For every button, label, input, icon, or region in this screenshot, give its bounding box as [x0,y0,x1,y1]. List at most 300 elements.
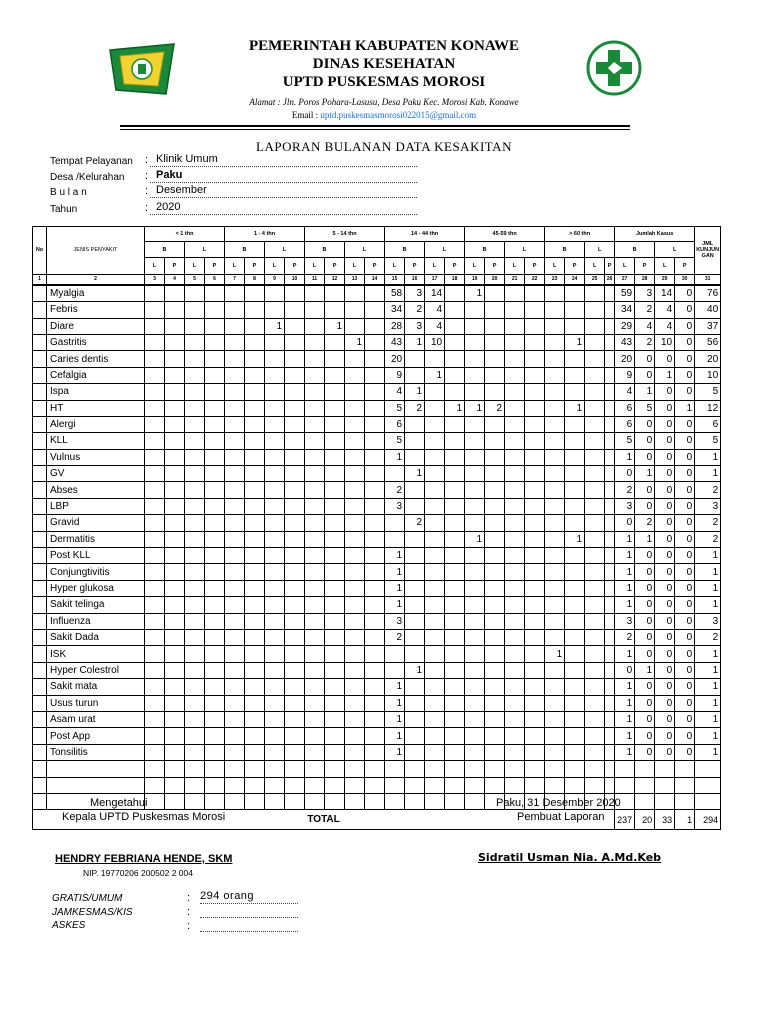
sub-header-p: P [445,258,465,274]
cell-value [145,400,165,416]
cell-value [365,449,385,465]
empty-cell [205,777,225,793]
empty-cell [505,777,525,793]
cell-value [485,711,505,727]
cell-value [345,679,365,695]
cell-value: 58 [385,285,405,302]
total-kunjungan-value: 20 [695,351,721,367]
cell-value [565,597,585,613]
jumlah-kasus-value: 1 [635,466,655,482]
jumlah-kasus-value: 0 [615,515,635,531]
empty-cell [695,761,721,777]
column-number: 18 [445,274,465,285]
cell-value: 34 [385,302,405,318]
cell-value [265,629,285,645]
cell-value [265,564,285,580]
cell-value [465,613,485,629]
cell-value [205,613,225,629]
cell-value [205,318,225,334]
cell-value [505,629,525,645]
cell-value [565,384,585,400]
cell-value [365,285,385,302]
jumlah-kasus-value: 0 [675,416,695,432]
sub-header-l: L [585,258,605,274]
cell-value [505,498,525,514]
info-label: Desa /Kelurahan [50,172,125,183]
jumlah-kasus-value: 0 [675,580,695,596]
empty-cell [445,761,465,777]
cell-value [525,597,545,613]
cell-value [245,548,265,564]
column-number: 24 [565,274,585,285]
jumlah-kasus-value: 0 [675,531,695,547]
empty-cell [525,777,545,793]
cell-value [345,531,365,547]
column-number: 20 [485,274,505,285]
cell-value [445,744,465,760]
cell-value [465,629,485,645]
cell-value [425,744,445,760]
sub-header-p: P [325,258,345,274]
cell-value [485,597,505,613]
cell-value [305,285,325,302]
cell-value [165,318,185,334]
disease-name: Caries dentis [47,351,145,367]
empty-cell [695,793,721,809]
cell-value [405,351,425,367]
cell-value [205,629,225,645]
sub-header-b: B [305,242,345,258]
row-number [33,318,47,334]
column-number: 29 [655,274,675,285]
cell-value [585,466,605,482]
table-row [33,695,721,711]
empty-cell [265,761,285,777]
cell-value [185,548,205,564]
cell-value [465,597,485,613]
cell-value [205,679,225,695]
cell-value [425,548,445,564]
jumlah-kasus-value: 0 [675,449,695,465]
cell-value [185,318,205,334]
cell-value [285,285,305,302]
cell-value [325,580,345,596]
cell-value [605,548,615,564]
row-number [33,482,47,498]
sub-header-l: L [585,242,615,258]
cell-value [565,613,585,629]
cell-value [285,466,305,482]
cell-value [185,449,205,465]
cell-value [265,384,285,400]
cell-value [365,695,385,711]
cell-value [405,711,425,727]
jumlah-kasus-value: 3 [635,285,655,302]
cell-value [605,400,615,416]
sig-left-name: HENDRY FEBRIANA HENDE, SKM [55,853,233,865]
cell-value [265,466,285,482]
cell-value [325,744,345,760]
cell-value: 1 [405,384,425,400]
age-group-header: Jumlah Kasus [615,227,695,242]
cell-value: 3 [385,613,405,629]
jumlah-kasus-value: 0 [635,711,655,727]
cell-value [305,548,325,564]
jumlah-kasus-value: 0 [655,711,675,727]
letterhead-line-2: DINAS KESEHATAN [312,56,456,72]
column-number: 19 [465,274,485,285]
cell-value [225,482,245,498]
cell-value [265,400,285,416]
table-row [33,629,721,645]
jumlah-kasus-value: 0 [635,449,655,465]
jumlah-kasus-value: 0 [655,498,675,514]
cell-value [545,597,565,613]
info-underline [150,197,417,198]
jumlah-kasus-value: 1 [615,646,635,662]
cell-value [465,679,485,695]
cell-value [445,351,465,367]
empty-cell [385,761,405,777]
table-row [33,498,721,514]
cell-value [525,384,545,400]
cell-value [205,482,225,498]
cell-value [585,646,605,662]
jumlah-kasus-value: 0 [675,482,695,498]
cell-value [565,728,585,744]
row-number [33,302,47,318]
cell-value [325,285,345,302]
cell-value [145,597,165,613]
sub-header-l: L [655,258,675,274]
cell-value [185,367,205,383]
cell-value [605,580,615,596]
empty-cell [165,761,185,777]
empty-cell [465,761,485,777]
column-number: 12 [325,274,345,285]
cell-value [585,580,605,596]
cell-value [225,400,245,416]
info-label: Tahun [50,204,78,215]
jumlah-kasus-value: 0 [655,449,675,465]
cell-value [465,580,485,596]
cell-value [265,548,285,564]
jumlah-kasus-value: 0 [655,531,675,547]
cell-value [245,580,265,596]
sub-header-l: L [145,258,165,274]
sub-header-l: L [425,242,465,258]
cell-value [405,367,425,383]
cell-value: 1 [405,662,425,678]
cell-value [605,334,615,350]
category-label: ASKES [52,920,86,931]
cell-value [285,613,305,629]
cell-value [345,384,365,400]
cell-value [285,531,305,547]
empty-cell [47,761,145,777]
cell-value [365,662,385,678]
cell-value [605,466,615,482]
cell-value [365,384,385,400]
empty-cell [405,793,425,809]
disease-name: Febris [47,302,145,318]
column-number: 6 [205,274,225,285]
cell-value [365,498,385,514]
cell-value [505,728,525,744]
cell-value [545,679,565,695]
cell-value: 14 [425,285,445,302]
cell-value [325,367,345,383]
cell-value [245,597,265,613]
cell-value [525,613,545,629]
cell-value [225,679,245,695]
cell-value [405,695,425,711]
cell-value: 3 [405,318,425,334]
column-number: 10 [285,274,305,285]
cell-value [285,318,305,334]
cell-value [485,728,505,744]
cell-value [405,580,425,596]
total-kunjungan-value: 1 [695,744,721,760]
cell-value [285,629,305,645]
cell-value [225,597,245,613]
empty-cell [565,777,585,793]
cell-value [165,482,185,498]
column-number: 27 [615,274,635,285]
jumlah-kasus-value: 1 [615,564,635,580]
cell-value [545,662,565,678]
jumlah-kasus-value: 0 [675,334,695,350]
cell-value [485,580,505,596]
cell-value: 3 [405,285,425,302]
email-label: Email : [291,110,321,120]
disease-name: LBP [47,498,145,514]
cell-value [305,351,325,367]
empty-cell [465,793,485,809]
cell-value [325,711,345,727]
cell-value [325,695,345,711]
table-row [33,285,721,302]
column-number: 7 [225,274,245,285]
empty-cell [265,777,285,793]
cell-value [425,679,445,695]
cell-value [265,613,285,629]
table-row [33,597,721,613]
cell-value [145,449,165,465]
cell-value [225,515,245,531]
cell-value [545,613,565,629]
cell-value [505,646,525,662]
cell-value [485,285,505,302]
cell-value [305,564,325,580]
cell-value [165,384,185,400]
cell-value [245,515,265,531]
row-number [33,580,47,596]
cell-value [605,597,615,613]
column-number: 8 [245,274,265,285]
cell-value [545,351,565,367]
cell-value [185,531,205,547]
row-number [33,662,47,678]
cell-value [405,744,425,760]
cell-value [445,384,465,400]
jumlah-kasus-value: 0 [655,744,675,760]
empty-cell [635,777,655,793]
cell-value [405,629,425,645]
cell-value [305,679,325,695]
cell-value [225,302,245,318]
category-colon: : [187,920,191,932]
jumlah-kasus-value: 0 [635,564,655,580]
cell-value [425,531,445,547]
row-number [33,351,47,367]
total-kunjungan-value: 6 [695,416,721,432]
cell-value [585,449,605,465]
empty-cell [615,761,635,777]
letterhead-line-3: UPTD PUSKESMAS MOROSI [282,74,486,90]
info-underline [150,182,417,183]
jumlah-kasus-value: 0 [675,564,695,580]
cell-value [565,679,585,695]
jumlah-kasus-value: 0 [675,285,695,302]
cell-value [605,515,615,531]
cell-value [245,384,265,400]
cell-value [245,498,265,514]
cell-value [505,679,525,695]
total-kunjungan-value: 76 [695,285,721,302]
cell-value [485,466,505,482]
sub-header-l: L [505,242,545,258]
cell-value: 1 [385,580,405,596]
cell-value [445,662,465,678]
cell-value [605,695,615,711]
cell-value [305,580,325,596]
cell-value [245,629,265,645]
cell-value [405,613,425,629]
table-row [33,744,721,760]
cell-value [425,498,445,514]
cell-value [185,711,205,727]
sub-header-b: B [545,242,585,258]
column-number: 26 [605,274,615,285]
cell-value [445,564,465,580]
cell-value [185,302,205,318]
cell-value: 6 [385,416,405,432]
cell-value [305,728,325,744]
table-row [33,580,721,596]
cell-value [305,695,325,711]
total-kunjungan-value: 1 [695,711,721,727]
sub-header-p: P [245,258,265,274]
cell-value [205,449,225,465]
empty-cell [425,793,445,809]
cell-value [585,384,605,400]
row-number [33,597,47,613]
empty-cell [445,777,465,793]
cell-value: 1 [385,711,405,727]
table-row [33,515,721,531]
cell-value [245,285,265,302]
cell-value [345,646,365,662]
column-number: 21 [505,274,525,285]
jumlah-kasus-value: 0 [675,728,695,744]
cell-value [245,646,265,662]
info-value: 2020 [156,201,181,213]
empty-cell [655,793,675,809]
cell-value [365,400,385,416]
cell-value [525,449,545,465]
total-label: TOTAL [33,810,615,830]
cell-value: 1 [385,744,405,760]
empty-cell [205,793,225,809]
cell-value [325,351,345,367]
cell-value: 1 [385,564,405,580]
cell-value [505,613,525,629]
cell-value [245,334,265,350]
cell-value [445,318,465,334]
cell-value [565,662,585,678]
cell-value [285,416,305,432]
row-number [33,515,47,531]
empty-cell [525,761,545,777]
cell-value [305,744,325,760]
cell-value [205,351,225,367]
cell-value [365,548,385,564]
age-group-header: 1 - 4 thn [225,227,305,242]
letterhead-address: Alamat : Jln. Poros Pohara-Lasusu, Desa Paku Kec. Morosi Kab. Konawe [249,97,519,107]
cell-value [265,515,285,531]
cell-value [225,580,245,596]
info-underline [150,166,417,167]
empty-row [33,761,721,777]
email-link[interactable]: uptd.puskesmasmorosi022015@gmail.com [320,110,477,120]
disease-name: Vulnus [47,449,145,465]
jumlah-kasus-value: 34 [615,302,635,318]
total-kunjungan-value: 56 [695,334,721,350]
cell-value [325,433,345,449]
cell-value [205,384,225,400]
cell-value [325,449,345,465]
cell-value [345,466,365,482]
cell-value [245,679,265,695]
cell-value [185,400,205,416]
jumlah-kasus-value: 0 [655,564,675,580]
cell-value: 1 [425,367,445,383]
sub-header-l: L [225,258,245,274]
column-number: 28 [635,274,655,285]
cell-value [465,384,485,400]
cell-value [145,580,165,596]
cell-value [265,367,285,383]
cell-value [425,646,445,662]
cell-value [525,498,545,514]
cell-value [465,367,485,383]
cell-value [585,564,605,580]
sub-header-p: P [365,258,385,274]
cell-value [545,564,565,580]
cell-value [325,679,345,695]
disease-name: GV [47,466,145,482]
cell-value [505,531,525,547]
cell-value [225,318,245,334]
cell-value [325,515,345,531]
cell-value [505,384,525,400]
cell-value [365,416,385,432]
cell-value: 1 [565,531,585,547]
cell-value [185,629,205,645]
disease-name: Asam urat [47,711,145,727]
jumlah-kasus-value: 0 [635,548,655,564]
